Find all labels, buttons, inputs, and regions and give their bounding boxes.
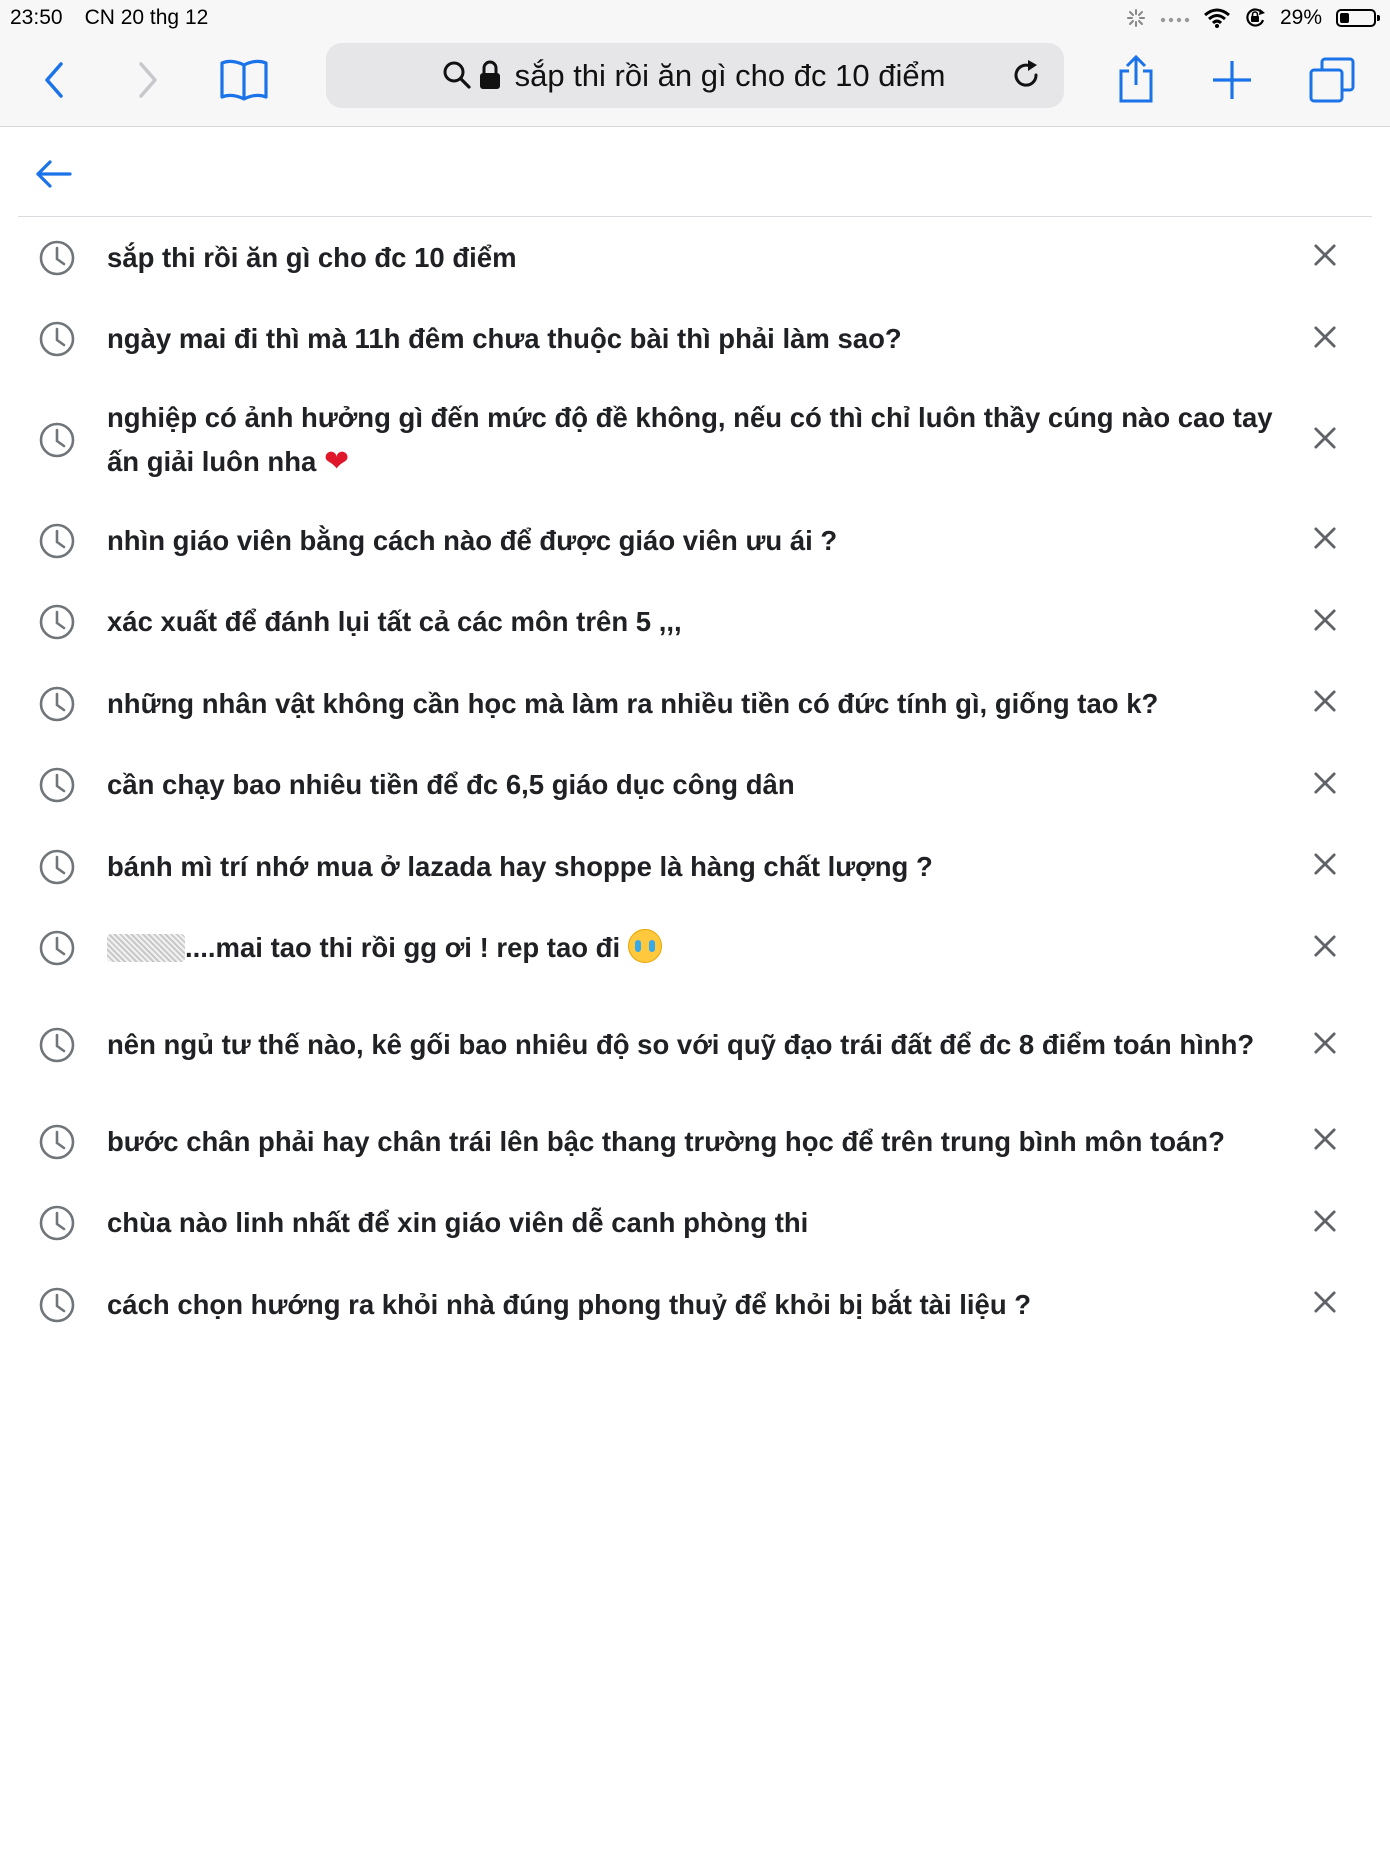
history-clock-icon [38,421,76,459]
close-icon [1313,325,1337,354]
suggestion-item[interactable] [18,582,1372,664]
suggestion-item[interactable] [18,1264,1372,1346]
suggestion-label: nên ngủ tư thế nào, kê gối bao nhiêu độ so với quỹ đạo trái đất để đc 8 điểm toán hình? [107,1029,1255,1060]
close-icon [1313,526,1337,555]
remove-suggestion-button[interactable] [1308,850,1342,884]
back-icon [39,60,69,100]
suggestion-item[interactable] [18,380,1372,500]
suggestion-text[interactable] [107,682,1302,726]
tabs-icon [1308,56,1356,104]
remove-suggestion-button[interactable] [1308,423,1342,457]
new-tab-button[interactable] [1202,50,1262,110]
forward-button[interactable] [118,50,178,110]
search-history-list [18,217,1372,1346]
remove-suggestion-button[interactable] [1308,1125,1342,1159]
suggestion-item[interactable] [18,826,1372,908]
suggestion-text[interactable] [107,763,1302,807]
history-clock-icon [38,1204,76,1242]
suggestion-item[interactable] [18,500,1372,582]
crying-face-emoji [628,929,662,963]
remove-suggestion-button[interactable] [1308,322,1342,356]
suggestion-item[interactable] [18,217,1372,299]
suggestion-text[interactable] [107,1201,1302,1245]
signal-dots-icon [1160,13,1190,23]
suggestion-label: nhìn giáo viên bằng cách nào để được giáo viên ưu ái ? [107,524,838,556]
address-bar[interactable] [326,43,1064,108]
suggestion-item[interactable] [18,908,1372,990]
remove-suggestion-button[interactable] [1308,1028,1342,1062]
bookmarks-icon [218,57,270,103]
suggestion-item[interactable] [18,745,1372,827]
history-clock-icon [38,1026,76,1064]
history-clock-icon [38,1123,76,1161]
suggestion-text[interactable] [107,519,1302,563]
suggestion-label: chùa nào linh nhất để xin giáo viên dễ canh phòng thi [107,1207,809,1239]
close-icon [1313,426,1337,455]
wifi-icon [1204,8,1230,28]
remove-suggestion-button[interactable] [1308,1206,1342,1240]
history-clock-icon [38,522,76,560]
close-icon [1313,608,1337,637]
battery-level [1340,13,1349,23]
suggestion-label: ....mai tao thi rồi gg ơi ! rep tao đi [185,932,621,964]
address-text: sắp thi rồi ăn gì cho đc 10 điểm [514,58,946,93]
suggestion-text[interactable] [107,845,1302,889]
suggestion-item[interactable] [18,663,1372,745]
suggestion-text[interactable] [107,236,1302,280]
back-button[interactable] [24,50,84,110]
battery-percent: 29% [1279,6,1322,29]
arrow-left-icon[interactable] [32,152,76,196]
reload-button[interactable] [998,47,1054,103]
page-header [18,130,1372,217]
suggestion-text[interactable] [107,1120,1302,1164]
suggestion-text[interactable] [107,1026,1302,1064]
history-clock-icon [38,603,76,641]
suggestion-text[interactable] [107,396,1302,484]
history-clock-icon [38,320,76,358]
remove-suggestion-button[interactable] [1308,605,1342,639]
suggestion-label: nghiệp có ảnh hưởng gì đến mức độ đề không, nếu có thì chỉ luôn thầy cúng nào cao tay ấn giải luôn nha [107,402,1273,477]
suggestion-label: bánh mì trí nhớ mua ở lazada hay shoppe là hàng chất lượng ? [107,850,933,882]
close-icon [1313,1031,1337,1060]
reload-icon [1009,58,1043,92]
remove-suggestion-button[interactable] [1308,687,1342,721]
history-clock-icon [38,766,76,804]
bookmarks-button[interactable] [214,50,274,110]
status-time: 23:50 [10,6,63,29]
history-clock-icon [38,929,76,967]
suggestion-text[interactable] [107,926,1302,970]
suggestion-label: bước chân phải hay chân trái lên bậc thang trường học để trên trung bình môn toán? [107,1125,1225,1157]
tabs-button[interactable] [1302,50,1362,110]
browser-toolbar [0,36,1390,127]
remove-suggestion-button[interactable] [1308,524,1342,558]
battery-icon [1336,9,1376,27]
new-tab-icon [1210,58,1254,102]
suggestion-text[interactable] [107,317,1302,361]
status-left [10,6,208,30]
remove-suggestion-button[interactable] [1308,241,1342,275]
remove-suggestion-button[interactable] [1308,931,1342,965]
share-button[interactable] [1106,50,1166,110]
close-icon [1313,852,1337,881]
suggestion-item[interactable] [18,299,1372,381]
suggestion-item[interactable] [18,1101,1372,1183]
close-icon [1313,934,1337,963]
status-date: CN 20 thg 12 [84,6,209,29]
suggestion-label: những nhân vật không cần học mà làm ra nhiều tiền có đức tính gì, giống tao k? [107,687,1159,719]
history-clock-icon [38,848,76,886]
remove-suggestion-button[interactable] [1308,768,1342,802]
suggestion-label: xác xuất để đánh lụi tất cả các môn trên 5 ,,, [107,606,682,638]
suggestion-text[interactable] [107,600,1302,644]
suggestion-label: sắp thi rồi ăn gì cho đc 10 điểm [107,241,517,273]
suggestion-label: cần chạy bao nhiêu tiền để đc 6,5 giáo dục công dân [107,769,795,801]
loading-icon [1126,8,1146,28]
close-icon [1313,243,1337,272]
close-icon [1313,771,1337,800]
share-icon [1116,55,1156,105]
suggestion-item[interactable] [18,989,1372,1101]
status-bar [0,0,1390,36]
close-icon [1313,689,1337,718]
suggestion-text[interactable] [107,1283,1302,1327]
orientation-lock-icon [1244,7,1266,29]
history-clock-icon [38,1286,76,1324]
forward-icon [133,60,163,100]
heart-emoji: ❤ [323,445,350,478]
close-icon [1313,1209,1337,1238]
remove-suggestion-button[interactable] [1308,1288,1342,1322]
redacted-name [107,934,185,962]
suggestion-label: ngày mai đi thì mà 11h đêm chưa thuộc bài thì phải làm sao? [107,323,902,355]
close-icon [1313,1127,1337,1156]
close-icon [1313,1290,1337,1319]
suggestion-item[interactable] [18,1183,1372,1265]
history-clock-icon [38,685,76,723]
suggestion-label: cách chọn hướng ra khỏi nhà đúng phong thuỷ để khỏi bị bắt tài liệu ? [107,1288,1032,1320]
status-right [1126,6,1376,30]
history-clock-icon [38,239,76,277]
